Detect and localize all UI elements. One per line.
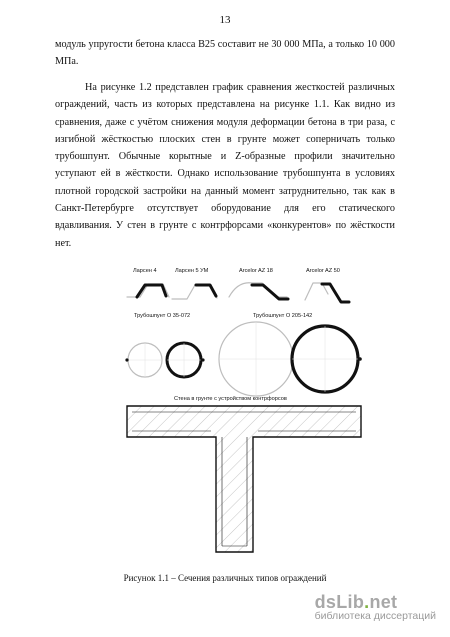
profile-larssen-4 xyxy=(127,284,169,297)
watermark-logo: dsLib.net xyxy=(314,592,398,612)
label-pipe-large: Трубошпунт О 205-142 xyxy=(253,313,313,319)
profile-larssen-5um xyxy=(172,285,217,299)
watermark-subtitle: библиотека диссертаций xyxy=(314,610,436,622)
figure-caption: Рисунок 1.1 – Сечения различных типов ограждений xyxy=(123,573,327,583)
pipe-small-pair xyxy=(125,343,204,377)
label-arcelor-az50: Arcelor AZ 50 xyxy=(306,268,340,274)
label-larssen-4: Ларсен 4 xyxy=(133,268,157,274)
wall-with-buttress xyxy=(127,406,361,552)
label-pipe-small: Трубошпунт О 35-072 xyxy=(134,313,191,319)
label-larssen-5um: Ларсен 5 УМ xyxy=(175,268,209,274)
pipe-large-pair xyxy=(219,322,362,396)
paragraph-continuation: модуль упругости бетона класса B25 составит не 30 000 МПа, а только 10 000 МПа. xyxy=(55,39,395,68)
label-wall-buttress: Стена в грунте с устройством контрфорсов xyxy=(174,396,287,402)
page-number: 13 xyxy=(219,14,231,26)
paragraph-main: На рисунке 1.2 представлен график сравнения жесткостей различных ограждений, часть из которых представлена на рисунке 1.1. Как видно из сравнения, даже с учётом снижения модуля деформации бетона в три раза, с изгибной жёсткостью плоских стен в грунте может соперничать только трубошпунт. Обычные корытные и Z-образные профили значительно уступают ей в жёсткости. Однако использование трубошпунта в условиях плотной городской застройки на данный момент затруднительно, так как в Санкт-Петербурге отсутствует оборудование для его статического вдавливания. У стен в грунте с контрфорсами «конкурентов» по жёсткости нет. xyxy=(55,82,395,249)
profile-arcelor-az50 xyxy=(305,283,349,302)
label-arcelor-az18: Arcelor AZ 18 xyxy=(239,268,273,274)
watermark xyxy=(315,592,436,622)
profile-arcelor-az18 xyxy=(229,283,288,299)
